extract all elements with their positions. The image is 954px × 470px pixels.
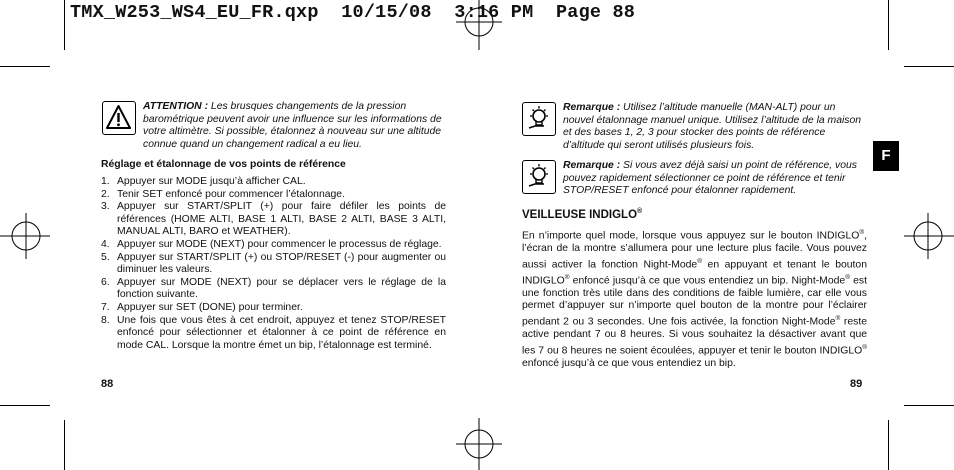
step-text: Appuyer sur START/SPLIT (+) ou STOP/RESET (-) pour augmenter ou diminuer les valeurs. <box>117 251 446 276</box>
step-item <box>101 239 446 252</box>
crop-mark <box>904 66 954 67</box>
remark-text: Utilisez l’altitude manuelle (MAN-ALT) pour un nouvel étalonnage manuel unique. Utilisez l’altitude de la maison et des bases 1, 2, 3 pour stocker des points de référence d’altitude qui seront utilisés plusieurs fois. <box>563 102 862 151</box>
registration-mark-bottom <box>456 418 502 470</box>
attention-note <box>143 101 445 151</box>
step-item <box>101 201 446 239</box>
step-text: Appuyer sur MODE jusqu’à afficher CAL. <box>117 176 306 187</box>
crop-mark <box>0 66 50 67</box>
step-text: Appuyer sur MODE (NEXT) pour commencer le processus de réglage. <box>117 238 442 250</box>
registration-mark-right <box>904 213 954 259</box>
step-text: Appuyer sur MODE (NEXT) pour se déplacer vers le réglage de la fonction suivante. <box>117 276 446 301</box>
attention-text: Les brusques changements de la pression barométrique peuvent avoir une influence sur les informations de votre altimètre. Si possible, étalonnez à nouveau sur une altitude connue quand un changement radical a eu lieu. <box>143 101 442 150</box>
step-number: 6. <box>101 276 110 288</box>
veilleuse-paragraph: En n’importe quel mode, lorsque vous appuyez sur le bouton INDIGLO®, l’écran de la montre s’allumera pour une lecture plus facile. Vous pouvez aussi activer la fonction Night-Mode® en appuyant et tenant le bouton INDIGLO® enfoncé jusqu’à ce que vous entendiez un bip. Night-Mode® est une fonction très utile dans des conditions de faible lumière, car elle vous permet d’appuyer sur n’importe quel bouton de la montre pour l’éclairer pendant 2 ou 3 secondes. Une fois activée, la fonction Night-Mode® reste active pendant 7 ou 8 heures. Si vous souhaitez la désactiver avant que les 7 ou 8 heures ne soient écoulées, appuyer et tenir le bouton INDIGLO® enfoncé jusqu’à ce que vous entendiez un bip. <box>522 229 868 369</box>
step-text: Tenir SET enfoncé pour commencer l’étalonnage. <box>117 188 345 200</box>
step-item <box>101 302 446 315</box>
step-number: 5. <box>101 251 110 263</box>
step-number: 2. <box>101 188 110 200</box>
remark-note-2 <box>563 160 865 198</box>
remark-text: Si vous avez déjà saisi un point de référence, vous pouvez rapidement sélectionner ce point de référence et tenir STOP/RESET enfoncé pour étalonner rapidement. <box>563 160 857 197</box>
warning-triangle-icon <box>102 101 136 135</box>
section-title: Réglage et étalonnage de vos points de référence <box>101 159 346 170</box>
remark-label: Remarque : <box>563 160 621 171</box>
crop-mark <box>888 420 889 470</box>
step-item <box>101 176 446 189</box>
step-item <box>101 277 446 302</box>
step-text: Une fois que vous êtes à cet endroit, appuyez et tenez STOP/RESET enfoncé pour sélectionner et étalonner à ce point de référence en mode CAL. Lorsque la montre émet un bip, l’étalonnage est terminé. <box>117 314 446 351</box>
registration-mark-top <box>456 0 502 50</box>
lightbulb-hand-icon <box>522 102 556 136</box>
crop-mark <box>888 0 889 50</box>
attention-label: ATTENTION : <box>143 101 209 112</box>
step-item <box>101 189 446 202</box>
crop-mark <box>904 405 954 406</box>
crop-mark <box>64 420 65 470</box>
page-number-right: 89 <box>850 378 863 390</box>
step-number: 4. <box>101 238 110 250</box>
step-text: Appuyer sur START/SPLIT (+) pour faire défiler les points de références (HOME ALTI, BASE 1 ALTI, BASE 2 ALTI, BASE 3 ALTI, MANUAL ALTI, BARO et WEATHER). <box>117 201 446 238</box>
crop-mark <box>0 405 50 406</box>
step-number: 1. <box>101 176 110 187</box>
crop-mark <box>64 0 65 50</box>
page-number-left: 88 <box>101 378 114 390</box>
step-number: 7. <box>101 301 110 313</box>
remark-label: Remarque : <box>563 102 621 113</box>
file-header: TMX_W253_WS4_EU_FR.qxp 10/15/08 3:16 PM Page 88 <box>70 2 636 23</box>
step-item <box>101 315 446 353</box>
registration-mark-left <box>0 213 50 259</box>
veilleuse-title: VEILLEUSE INDIGLO® <box>522 208 643 221</box>
steps-list <box>101 176 446 352</box>
step-number: 3. <box>101 201 110 213</box>
language-tab: F <box>873 141 899 171</box>
lightbulb-hand-icon <box>522 160 556 194</box>
step-text: Appuyer sur SET (DONE) pour terminer. <box>117 301 303 313</box>
step-number: 8. <box>101 314 110 326</box>
remark-note-1 <box>563 102 865 152</box>
step-item <box>101 252 446 277</box>
